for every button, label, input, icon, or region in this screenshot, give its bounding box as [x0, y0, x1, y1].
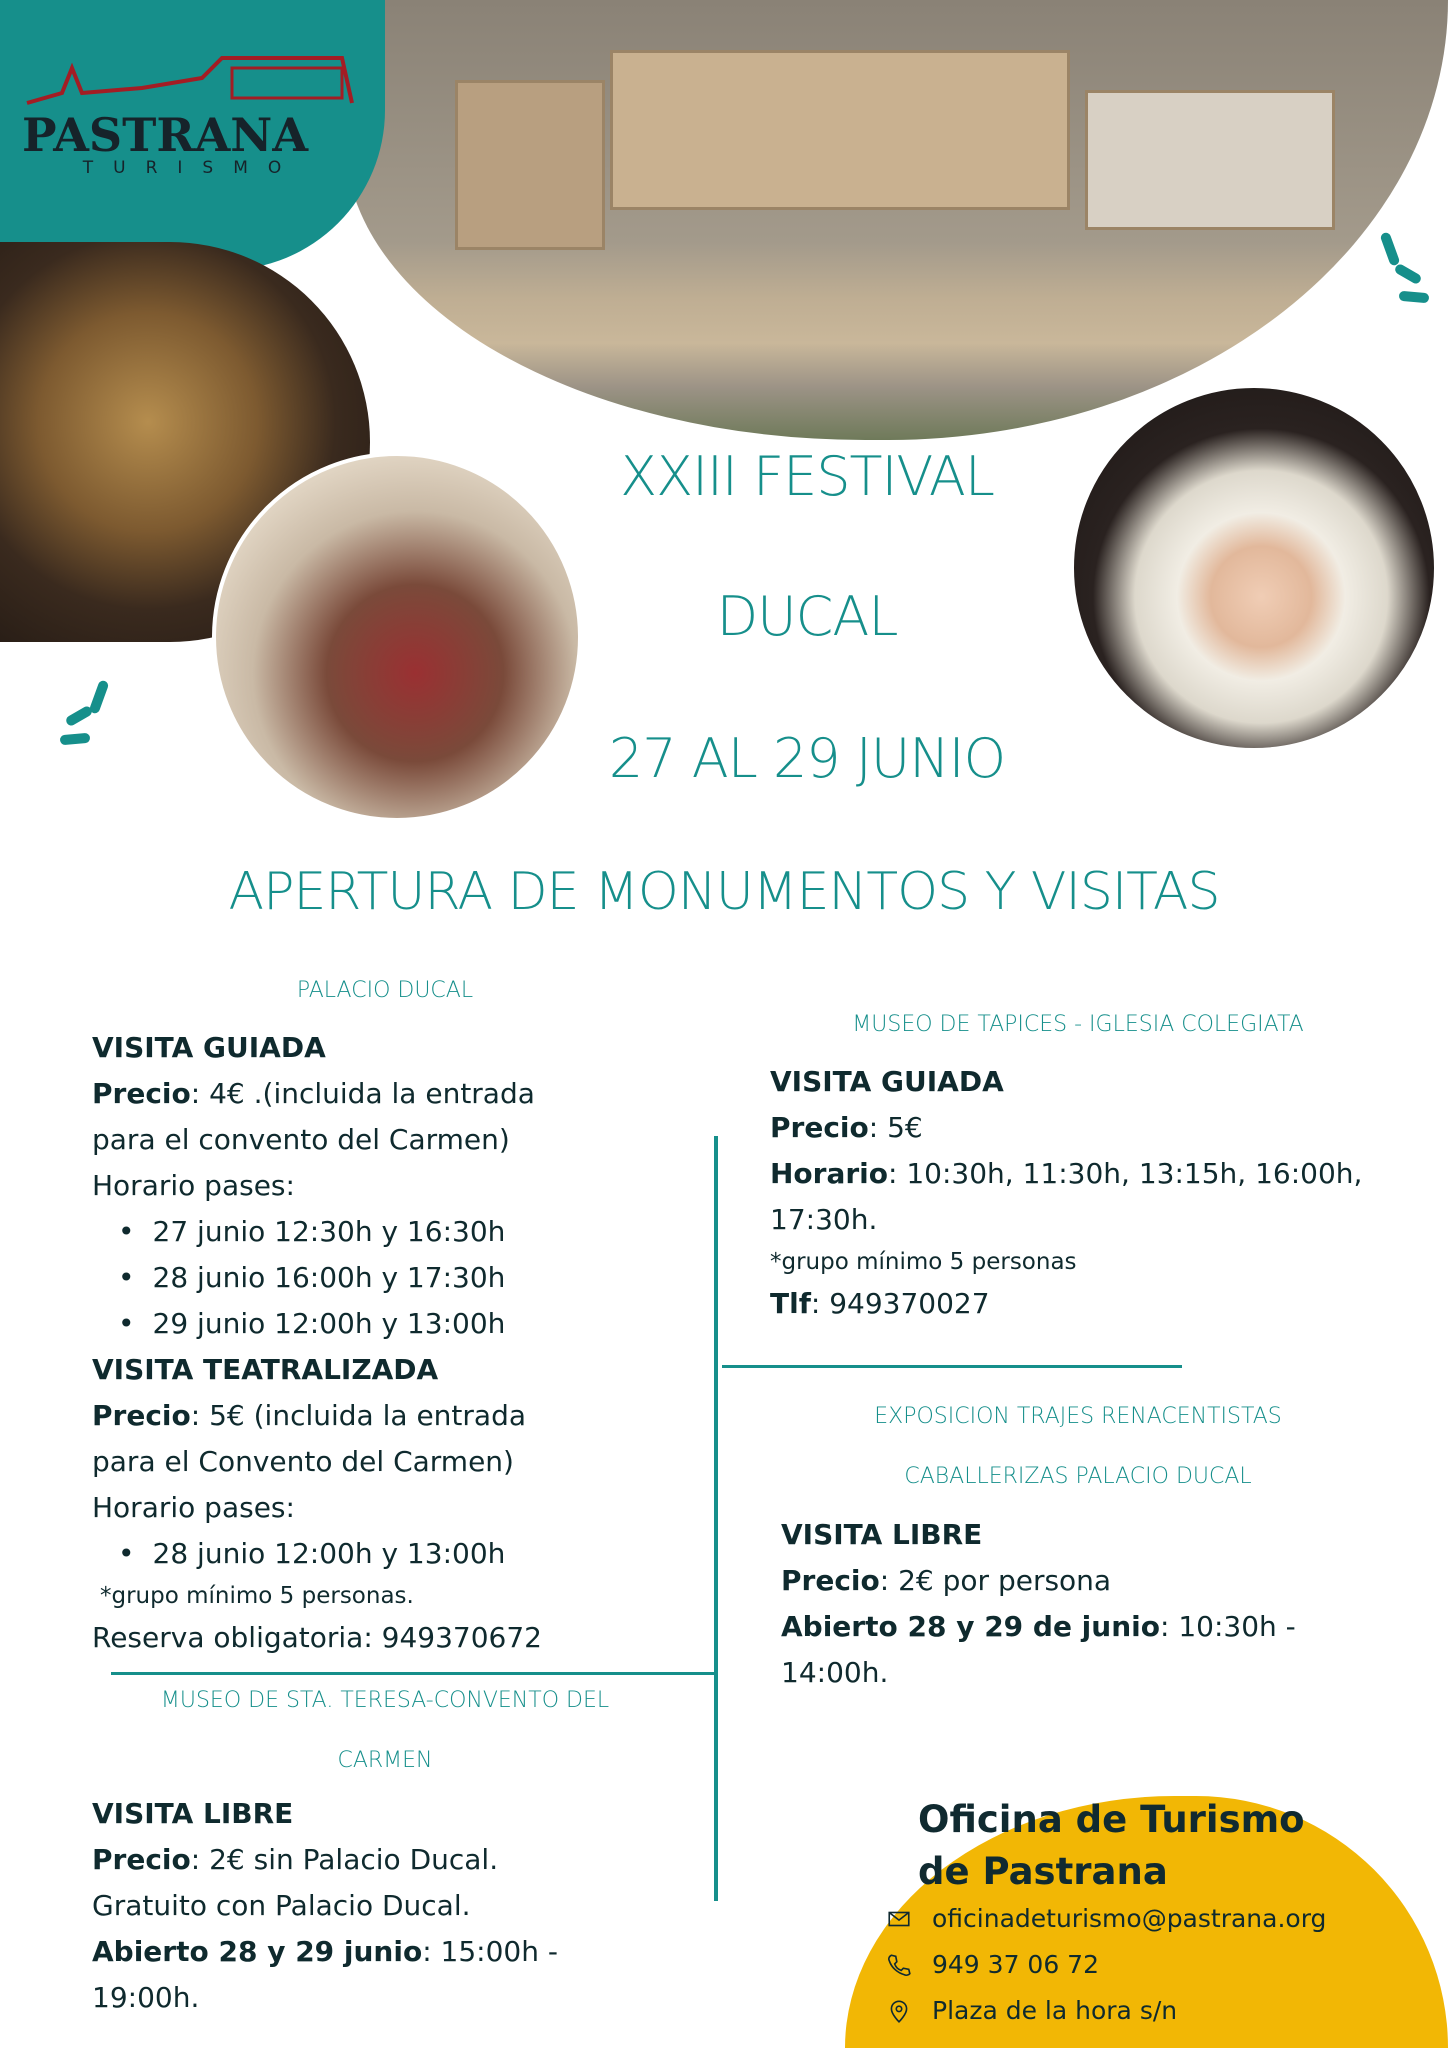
trajes-heading-2: CABALLERIZAS PALACIO DUCAL	[904, 1464, 1252, 1489]
contact-address	[886, 1996, 1177, 2025]
oficina-title	[918, 1794, 1305, 1898]
divider	[722, 1365, 1182, 1368]
abierto-value-end: 14:00h.	[781, 1656, 889, 1689]
precio-value: : 2€ sin Palacio Ducal.	[190, 1843, 499, 1876]
guiada-title: VISITA GUIADA	[770, 1065, 1004, 1098]
precio-label: Precio	[92, 1077, 191, 1110]
libre-title: VISITA LIBRE	[92, 1797, 294, 1830]
schedule-item: • 29 junio 12:00h y 13:00h	[92, 1301, 542, 1347]
tapices-heading: MUSEO DE TAPICES - IGLESIA COLEGIATA	[852, 1012, 1304, 1037]
guiada-title: VISITA GUIADA	[92, 1031, 326, 1064]
precio-label: Precio	[781, 1564, 880, 1597]
pastrana-town-photo	[345, 0, 1448, 440]
schedule-item: • 28 junio 12:00h y 13:00h	[92, 1531, 542, 1577]
precio-label: Precio	[92, 1399, 191, 1432]
address-text: Plaza de la hora s/n	[932, 1996, 1178, 2025]
oficina-title-1: Oficina de Turismo	[918, 1798, 1305, 1841]
precio-value: : 2€ por persona	[879, 1564, 1112, 1597]
precio-value: : 4€ .(incluida la entrada	[190, 1077, 535, 1110]
abierto-value-end: 19:00h.	[92, 1981, 200, 2014]
group-note: *grupo mínimo 5 personas.	[100, 1583, 414, 1609]
palacio-section	[92, 1025, 542, 1661]
teatral-schedule	[92, 1531, 542, 1577]
contact-email[interactable]	[886, 1904, 1326, 1933]
tapices-section	[770, 1059, 1362, 1327]
email-link[interactable]: oficinadeturismo@pastrana.org	[932, 1904, 1327, 1933]
abierto-value: : 10:30h -	[1159, 1610, 1296, 1643]
location-pin-icon	[886, 1998, 912, 2024]
abierto-value: : 15:00h -	[422, 1935, 558, 1968]
precio-value: : 5€ (incluida la entrada	[190, 1399, 526, 1432]
oficina-title-2: de Pastrana	[918, 1850, 1168, 1893]
phone-icon	[886, 1952, 912, 1978]
abierto-label: Abierto 28 y 29 junio	[92, 1935, 423, 1968]
contact-phone[interactable]	[886, 1950, 1099, 1979]
precio-value: : 5€	[868, 1111, 923, 1144]
skyline-icon	[22, 48, 362, 108]
guiada-schedule	[92, 1209, 542, 1347]
libre-title: VISITA LIBRE	[781, 1518, 983, 1551]
headline: APERTURA DE MONUMENTOS Y VISITAS	[228, 862, 1220, 922]
horario-value: : 10:30h, 11:30h, 13:15h, 16:00h,	[888, 1157, 1363, 1190]
schedule-item: • 28 junio 16:00h y 17:30h	[92, 1255, 542, 1301]
schedule-item: • 27 junio 12:30h y 16:30h	[92, 1209, 542, 1255]
abierto-label: Abierto 28 y 29 de junio	[781, 1610, 1160, 1643]
sparkle-icon	[60, 680, 110, 760]
phone-number[interactable]: 949 37 06 72	[932, 1950, 1099, 1979]
trajes-section	[781, 1512, 1296, 1696]
teresa-section	[92, 1791, 558, 2021]
gratuito-note: Gratuito con Palacio Ducal.	[92, 1889, 471, 1922]
group-note: *grupo mínimo 5 personas	[770, 1249, 1077, 1275]
tlf-value: : 949370027	[810, 1287, 990, 1320]
sparkle-icon	[1385, 232, 1435, 312]
horario-label: Horario pases:	[92, 1169, 295, 1202]
horario-label: Horario	[770, 1157, 889, 1190]
teresa-heading-2: CARMEN	[337, 1748, 433, 1773]
precio-label: Precio	[770, 1111, 869, 1144]
logo-name: PASTRANA	[22, 108, 309, 162]
horario-value-end: 17:30h.	[770, 1203, 878, 1236]
column-divider	[714, 1136, 718, 1901]
reserva-phone: Reserva obligatoria: 949370672	[92, 1621, 542, 1654]
palacio-heading: PALACIO DUCAL	[296, 978, 474, 1003]
teatral-title: VISITA TEATRALIZADA	[92, 1353, 439, 1386]
festival-title: XXIII FESTIVAL	[620, 445, 994, 508]
logo-subtitle: TURISMO	[82, 158, 302, 178]
festival-title-ducal: DUCAL	[716, 585, 898, 648]
trajes-heading: EXPOSICION TRAJES RENACENTISTAS	[874, 1404, 1282, 1429]
horario-label: Horario pases:	[92, 1491, 295, 1524]
princess-eboli-portrait	[1070, 384, 1438, 752]
festival-dates: 27 AL 29 JUNIO	[608, 727, 1006, 790]
precio-label: Precio	[92, 1843, 191, 1876]
envelope-icon	[886, 1906, 912, 1932]
divider	[111, 1672, 716, 1675]
teresa-heading: MUSEO DE STA. TERESA-CONVENTO DEL	[160, 1688, 610, 1713]
precio-note: para el Convento del Carmen)	[92, 1445, 514, 1478]
logo	[22, 48, 362, 178]
tlf-label: Tlf	[770, 1287, 811, 1320]
precio-note: para el convento del Carmen)	[92, 1123, 510, 1156]
